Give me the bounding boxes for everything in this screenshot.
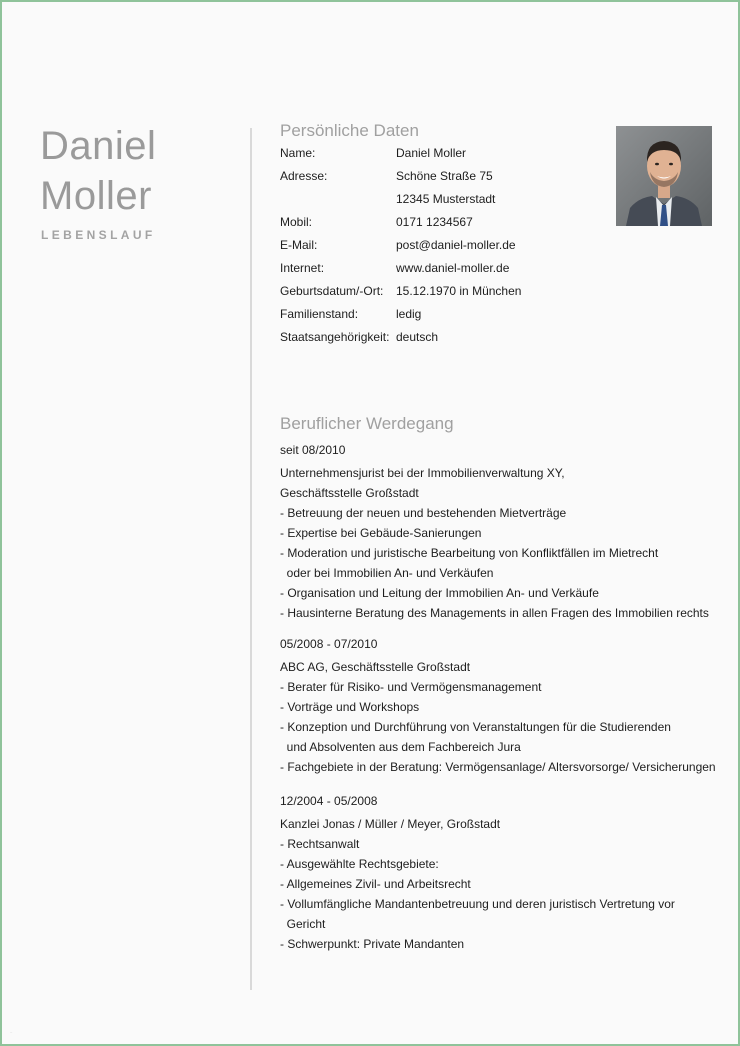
career-entry-line: oder bei Immobilien An- und Verkäufen bbox=[280, 566, 494, 580]
career-entry-line: - Expertise bei Gebäude-Sanierungen bbox=[280, 526, 482, 540]
personal-data-value: deutsch bbox=[396, 330, 439, 344]
personal-data-heading: Persönliche Daten bbox=[280, 121, 419, 140]
career-entry-line: - Vollumfängliche Mandantenbetreuung und deren juristisch Vertretung vor bbox=[280, 897, 675, 911]
personal-data-value: www.daniel-moller.de bbox=[396, 261, 510, 275]
career-entry-line: Unternehmensjurist bei der Immobilienverwaltung XY, bbox=[280, 466, 565, 480]
career-entry-line: - Ausgewählte Rechtsgebiete: bbox=[280, 857, 439, 871]
career-entry-line: - Hausinterne Beratung des Managements in allen Fragen des Immobilien rechts bbox=[280, 606, 709, 620]
personal-data-label: Internet: bbox=[280, 261, 325, 275]
personal-data-value: 15.12.1970 in München bbox=[396, 284, 522, 298]
career-entry-date: seit 08/2010 bbox=[280, 443, 346, 457]
career-entry-line: - Allgemeines Zivil- und Arbeitsrecht bbox=[280, 877, 471, 891]
personal-data-value: 0171 1234567 bbox=[396, 215, 473, 229]
career-entry-line: und Absolventen aus dem Fachbereich Jura bbox=[280, 740, 521, 754]
career-heading: Beruflicher Werdegang bbox=[280, 414, 454, 433]
personal-data-value: 12345 Musterstadt bbox=[396, 192, 496, 206]
career-entry-line: ABC AG, Geschäftsstelle Großstadt bbox=[280, 660, 471, 674]
personal-data-label: Geburtsdatum/-Ort: bbox=[280, 284, 384, 298]
personal-data-label: E-Mail: bbox=[280, 238, 318, 252]
footer-mark: ~ bbox=[10, 1030, 13, 1035]
personal-data-value: post@daniel-moller.de bbox=[396, 238, 516, 252]
document-subtitle: LEBENSLAUF bbox=[41, 228, 156, 242]
personal-data-label: Familienstand: bbox=[280, 307, 359, 321]
personal-data-value: Daniel Moller bbox=[396, 146, 467, 160]
career-entry bbox=[280, 791, 710, 954]
personal-data-value: Schöne Straße 75 bbox=[396, 169, 493, 183]
profile-photo bbox=[616, 126, 712, 226]
career-entry-date: 05/2008 - 07/2010 bbox=[280, 637, 378, 651]
personal-data-label: Adresse: bbox=[280, 169, 328, 183]
career-entry-line: Geschäftsstelle Großstadt bbox=[280, 486, 419, 500]
career-entry-line: - Moderation und juristische Bearbeitung von Konfliktfällen im Mietrecht bbox=[280, 546, 659, 560]
career-entry-line: - Fachgebiete in der Beratung: Vermögensanlage/ Altersvorsorge/ Versicherungen bbox=[280, 760, 716, 774]
first-name: Daniel bbox=[40, 124, 157, 168]
career-entry-date: 12/2004 - 05/2008 bbox=[280, 794, 378, 808]
career-entry bbox=[280, 440, 710, 623]
personal-data-label: Staatsangehörigkeit: bbox=[280, 330, 390, 344]
career-entry-line: Kanzlei Jonas / Müller / Meyer, Großstadt bbox=[280, 817, 501, 831]
career-entry-line: Gericht bbox=[280, 917, 326, 931]
career-entry-line: - Organisation und Leitung der Immobilien An- und Verkäufe bbox=[280, 586, 599, 600]
career-entry bbox=[280, 634, 716, 777]
vertical-divider bbox=[250, 128, 252, 990]
last-name: Moller bbox=[40, 174, 152, 218]
personal-data-label: Mobil: bbox=[280, 215, 313, 229]
career-entry-line: - Vorträge und Workshops bbox=[280, 700, 420, 714]
personal-data-value: ledig bbox=[396, 307, 422, 321]
personal-data-label: Name: bbox=[280, 146, 316, 160]
career-entry-line: - Konzeption und Durchführung von Veranstaltungen für die Studierenden bbox=[280, 720, 671, 734]
career-entry-line: - Berater für Risiko- und Vermögensmanagement bbox=[280, 680, 542, 694]
career-entry-line: - Betreuung der neuen und bestehenden Mietverträge bbox=[280, 506, 567, 520]
career-entry-line: - Schwerpunkt: Private Mandanten bbox=[280, 937, 465, 951]
career-entry-line: - Rechtsanwalt bbox=[280, 837, 360, 851]
